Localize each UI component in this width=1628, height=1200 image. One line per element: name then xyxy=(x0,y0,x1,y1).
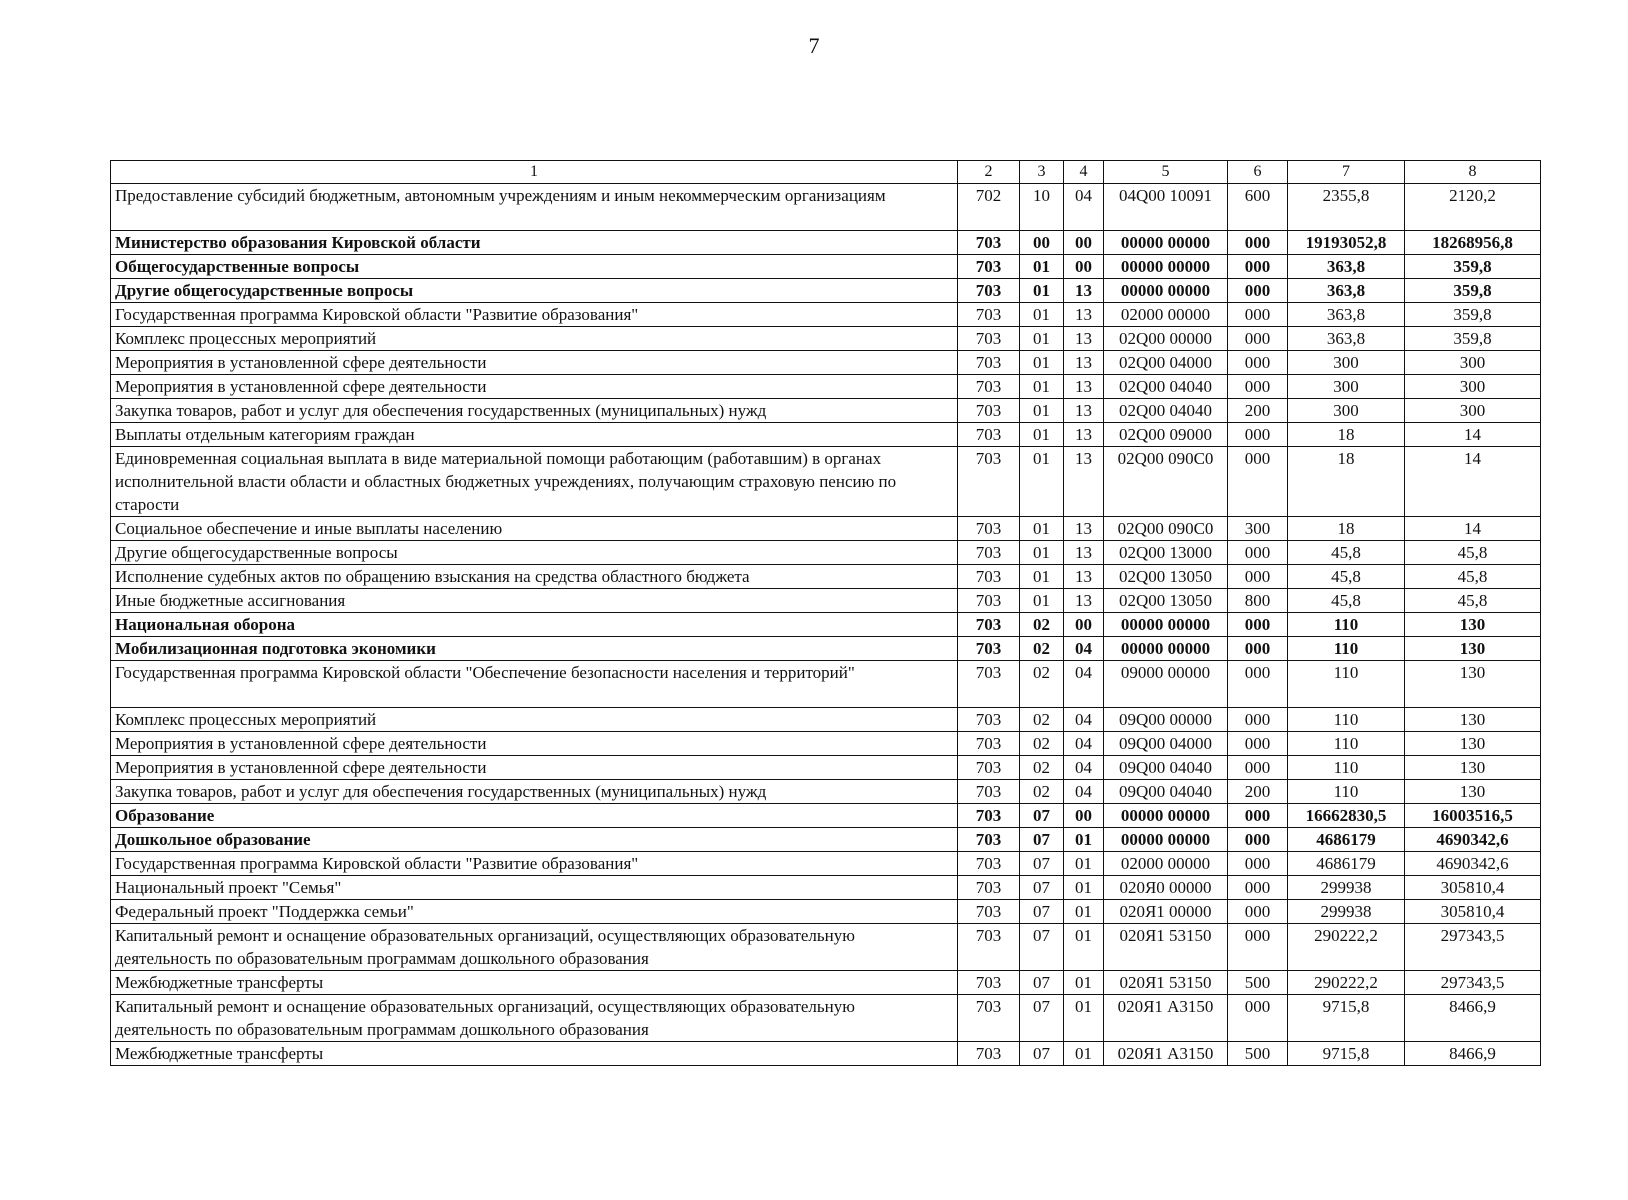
cell-expense-type: 600 xyxy=(1228,184,1288,231)
row-description: Межбюджетные трансферты xyxy=(111,971,958,995)
cell-target-article: 09Q00 04040 xyxy=(1104,780,1228,804)
row-description: Мероприятия в установленной сфере деятельности xyxy=(111,756,958,780)
cell-amount-year2: 4690342,6 xyxy=(1405,852,1541,876)
table-row xyxy=(111,399,1541,423)
cell-gr: 703 xyxy=(958,327,1020,351)
cell-amount-year1: 363,8 xyxy=(1288,327,1405,351)
cell-target-article: 00000 00000 xyxy=(1104,279,1228,303)
header-cell: 8 xyxy=(1405,161,1541,184)
table-row xyxy=(111,732,1541,756)
cell-amount-year2: 130 xyxy=(1405,613,1541,637)
table-row xyxy=(111,756,1541,780)
cell-gr: 703 xyxy=(958,565,1020,589)
cell-gr: 703 xyxy=(958,971,1020,995)
cell-gr: 703 xyxy=(958,995,1020,1042)
cell-target-article: 02000 00000 xyxy=(1104,303,1228,327)
cell-section: 02 xyxy=(1020,780,1064,804)
cell-section: 02 xyxy=(1020,637,1064,661)
row-description: Социальное обеспечение и иные выплаты населению xyxy=(111,517,958,541)
cell-expense-type: 500 xyxy=(1228,971,1288,995)
cell-amount-year1: 363,8 xyxy=(1288,279,1405,303)
header-cell: 4 xyxy=(1064,161,1104,184)
cell-subsection: 13 xyxy=(1064,327,1104,351)
row-description: Комплекс процессных мероприятий xyxy=(111,708,958,732)
cell-section: 02 xyxy=(1020,756,1064,780)
cell-gr: 703 xyxy=(958,1042,1020,1066)
cell-target-article: 00000 00000 xyxy=(1104,804,1228,828)
cell-amount-year1: 4686179 xyxy=(1288,852,1405,876)
cell-subsection: 01 xyxy=(1064,828,1104,852)
row-description: Капитальный ремонт и оснащение образовательных организаций, осуществляющих образовательную деятельность по образовательным программам дошкольного образования xyxy=(111,924,958,971)
cell-expense-type: 000 xyxy=(1228,708,1288,732)
cell-amount-year2: 130 xyxy=(1405,708,1541,732)
cell-expense-type: 300 xyxy=(1228,517,1288,541)
header-row xyxy=(111,161,1541,184)
cell-subsection: 01 xyxy=(1064,971,1104,995)
cell-gr: 703 xyxy=(958,399,1020,423)
table-row xyxy=(111,447,1541,517)
cell-gr: 703 xyxy=(958,517,1020,541)
cell-target-article: 02Q00 09000 xyxy=(1104,423,1228,447)
row-description: Мероприятия в установленной сфере деятельности xyxy=(111,732,958,756)
cell-amount-year1: 363,8 xyxy=(1288,255,1405,279)
table-row xyxy=(111,423,1541,447)
cell-amount-year2: 297343,5 xyxy=(1405,971,1541,995)
cell-amount-year2: 8466,9 xyxy=(1405,1042,1541,1066)
row-description: Закупка товаров, работ и услуг для обеспечения государственных (муниципальных) нужд xyxy=(111,399,958,423)
row-description: Капитальный ремонт и оснащение образовательных организаций, осуществляющих образовательную деятельность по образовательным программам дошкольного образования xyxy=(111,995,958,1042)
cell-amount-year1: 45,8 xyxy=(1288,541,1405,565)
table-row xyxy=(111,971,1541,995)
cell-target-article: 02Q00 13050 xyxy=(1104,589,1228,613)
cell-amount-year1: 19193052,8 xyxy=(1288,231,1405,255)
cell-gr: 703 xyxy=(958,447,1020,517)
cell-section: 01 xyxy=(1020,541,1064,565)
cell-subsection: 13 xyxy=(1064,423,1104,447)
row-description: Федеральный проект "Поддержка семьи" xyxy=(111,900,958,924)
cell-gr: 703 xyxy=(958,661,1020,708)
cell-section: 01 xyxy=(1020,447,1064,517)
row-description: Исполнение судебных актов по обращению взыскания на средства областного бюджета xyxy=(111,565,958,589)
table-row xyxy=(111,613,1541,637)
cell-gr: 703 xyxy=(958,351,1020,375)
cell-section: 01 xyxy=(1020,327,1064,351)
cell-target-article: 09000 00000 xyxy=(1104,661,1228,708)
cell-amount-year1: 110 xyxy=(1288,780,1405,804)
cell-target-article: 00000 00000 xyxy=(1104,231,1228,255)
cell-section: 02 xyxy=(1020,613,1064,637)
table-row xyxy=(111,780,1541,804)
cell-subsection: 13 xyxy=(1064,517,1104,541)
cell-subsection: 13 xyxy=(1064,375,1104,399)
cell-section: 02 xyxy=(1020,661,1064,708)
table-row xyxy=(111,589,1541,613)
cell-target-article: 04Q00 10091 xyxy=(1104,184,1228,231)
cell-expense-type: 000 xyxy=(1228,375,1288,399)
cell-target-article: 02Q00 04000 xyxy=(1104,351,1228,375)
cell-expense-type: 500 xyxy=(1228,1042,1288,1066)
cell-amount-year1: 290222,2 xyxy=(1288,971,1405,995)
cell-subsection: 04 xyxy=(1064,756,1104,780)
cell-expense-type: 000 xyxy=(1228,756,1288,780)
row-description: Образование xyxy=(111,804,958,828)
cell-section: 07 xyxy=(1020,924,1064,971)
cell-expense-type: 000 xyxy=(1228,661,1288,708)
cell-gr: 703 xyxy=(958,613,1020,637)
table-row xyxy=(111,876,1541,900)
table-row xyxy=(111,852,1541,876)
row-description: Мероприятия в установленной сфере деятельности xyxy=(111,375,958,399)
table-row xyxy=(111,900,1541,924)
cell-expense-type: 000 xyxy=(1228,447,1288,517)
cell-amount-year1: 110 xyxy=(1288,708,1405,732)
cell-section: 01 xyxy=(1020,279,1064,303)
cell-section: 01 xyxy=(1020,399,1064,423)
cell-amount-year2: 130 xyxy=(1405,732,1541,756)
cell-gr: 703 xyxy=(958,876,1020,900)
table-row xyxy=(111,255,1541,279)
table-row xyxy=(111,279,1541,303)
cell-subsection: 04 xyxy=(1064,780,1104,804)
table-row xyxy=(111,351,1541,375)
cell-expense-type: 000 xyxy=(1228,828,1288,852)
cell-amount-year2: 45,8 xyxy=(1405,541,1541,565)
cell-amount-year2: 14 xyxy=(1405,447,1541,517)
cell-section: 07 xyxy=(1020,995,1064,1042)
cell-gr: 703 xyxy=(958,780,1020,804)
cell-section: 01 xyxy=(1020,255,1064,279)
table-row xyxy=(111,375,1541,399)
cell-subsection: 13 xyxy=(1064,351,1104,375)
table-body xyxy=(111,184,1541,1066)
row-description: Выплаты отдельным категориям граждан xyxy=(111,423,958,447)
row-description: Межбюджетные трансферты xyxy=(111,1042,958,1066)
row-description: Государственная программа Кировской области "Развитие образования" xyxy=(111,303,958,327)
cell-amount-year2: 130 xyxy=(1405,780,1541,804)
cell-section: 07 xyxy=(1020,828,1064,852)
page-number: 7 xyxy=(808,33,820,58)
cell-amount-year2: 2120,2 xyxy=(1405,184,1541,231)
cell-section: 10 xyxy=(1020,184,1064,231)
cell-gr: 702 xyxy=(958,184,1020,231)
cell-target-article: 02Q00 00000 xyxy=(1104,327,1228,351)
cell-amount-year2: 45,8 xyxy=(1405,589,1541,613)
cell-amount-year1: 110 xyxy=(1288,613,1405,637)
cell-target-article: 00000 00000 xyxy=(1104,828,1228,852)
table-row xyxy=(111,708,1541,732)
cell-subsection: 00 xyxy=(1064,804,1104,828)
cell-gr: 703 xyxy=(958,924,1020,971)
cell-subsection: 04 xyxy=(1064,732,1104,756)
cell-gr: 703 xyxy=(958,900,1020,924)
cell-expense-type: 000 xyxy=(1228,995,1288,1042)
cell-subsection: 13 xyxy=(1064,399,1104,423)
cell-subsection: 13 xyxy=(1064,541,1104,565)
cell-amount-year2: 305810,4 xyxy=(1405,900,1541,924)
row-description: Другие общегосударственные вопросы xyxy=(111,541,958,565)
cell-amount-year1: 18 xyxy=(1288,517,1405,541)
cell-amount-year2: 300 xyxy=(1405,375,1541,399)
cell-target-article: 00000 00000 xyxy=(1104,255,1228,279)
cell-section: 07 xyxy=(1020,900,1064,924)
cell-section: 07 xyxy=(1020,876,1064,900)
cell-expense-type: 000 xyxy=(1228,231,1288,255)
cell-subsection: 00 xyxy=(1064,613,1104,637)
cell-expense-type: 000 xyxy=(1228,255,1288,279)
row-description: Закупка товаров, работ и услуг для обеспечения государственных (муниципальных) нужд xyxy=(111,780,958,804)
row-description: Иные бюджетные ассигнования xyxy=(111,589,958,613)
cell-subsection: 01 xyxy=(1064,900,1104,924)
table-row xyxy=(111,924,1541,971)
cell-target-article: 09Q00 00000 xyxy=(1104,708,1228,732)
cell-section: 01 xyxy=(1020,351,1064,375)
cell-amount-year1: 110 xyxy=(1288,756,1405,780)
cell-expense-type: 000 xyxy=(1228,732,1288,756)
row-description: Министерство образования Кировской области xyxy=(111,231,958,255)
cell-gr: 703 xyxy=(958,303,1020,327)
cell-subsection: 01 xyxy=(1064,876,1104,900)
cell-expense-type: 800 xyxy=(1228,589,1288,613)
table-row xyxy=(111,327,1541,351)
cell-subsection: 04 xyxy=(1064,637,1104,661)
row-description: Дошкольное образование xyxy=(111,828,958,852)
cell-expense-type: 200 xyxy=(1228,780,1288,804)
cell-amount-year2: 14 xyxy=(1405,517,1541,541)
cell-amount-year2: 300 xyxy=(1405,399,1541,423)
cell-gr: 703 xyxy=(958,231,1020,255)
cell-expense-type: 000 xyxy=(1228,637,1288,661)
cell-amount-year1: 9715,8 xyxy=(1288,995,1405,1042)
cell-expense-type: 000 xyxy=(1228,900,1288,924)
cell-subsection: 04 xyxy=(1064,184,1104,231)
cell-amount-year2: 359,8 xyxy=(1405,303,1541,327)
cell-section: 01 xyxy=(1020,565,1064,589)
cell-target-article: 020Я1 А3150 xyxy=(1104,995,1228,1042)
cell-amount-year1: 110 xyxy=(1288,732,1405,756)
table-row xyxy=(111,828,1541,852)
table-row xyxy=(111,637,1541,661)
cell-section: 02 xyxy=(1020,708,1064,732)
cell-gr: 703 xyxy=(958,708,1020,732)
cell-target-article: 02Q00 13050 xyxy=(1104,565,1228,589)
cell-amount-year2: 297343,5 xyxy=(1405,924,1541,971)
table-row xyxy=(111,541,1541,565)
cell-target-article: 020Я1 00000 xyxy=(1104,900,1228,924)
cell-expense-type: 000 xyxy=(1228,279,1288,303)
cell-section: 07 xyxy=(1020,852,1064,876)
cell-subsection: 01 xyxy=(1064,852,1104,876)
cell-amount-year1: 18 xyxy=(1288,447,1405,517)
cell-gr: 703 xyxy=(958,375,1020,399)
cell-expense-type: 000 xyxy=(1228,804,1288,828)
row-description: Государственная программа Кировской области "Обеспечение безопасности населения и территорий" xyxy=(111,661,958,708)
cell-target-article: 09Q00 04000 xyxy=(1104,732,1228,756)
cell-section: 07 xyxy=(1020,1042,1064,1066)
row-description: Комплекс процессных мероприятий xyxy=(111,327,958,351)
header-cell: 1 xyxy=(111,161,958,184)
cell-gr: 703 xyxy=(958,804,1020,828)
budget-table xyxy=(110,160,1541,1066)
header-cell: 7 xyxy=(1288,161,1405,184)
cell-expense-type: 000 xyxy=(1228,423,1288,447)
cell-amount-year2: 359,8 xyxy=(1405,279,1541,303)
cell-subsection: 13 xyxy=(1064,565,1104,589)
cell-gr: 703 xyxy=(958,828,1020,852)
cell-amount-year1: 45,8 xyxy=(1288,589,1405,613)
cell-target-article: 02Q00 04040 xyxy=(1104,399,1228,423)
cell-amount-year2: 8466,9 xyxy=(1405,995,1541,1042)
cell-amount-year1: 363,8 xyxy=(1288,303,1405,327)
cell-section: 07 xyxy=(1020,971,1064,995)
cell-target-article: 02000 00000 xyxy=(1104,852,1228,876)
cell-amount-year2: 4690342,6 xyxy=(1405,828,1541,852)
cell-amount-year1: 300 xyxy=(1288,375,1405,399)
cell-amount-year1: 300 xyxy=(1288,399,1405,423)
cell-target-article: 020Я0 00000 xyxy=(1104,876,1228,900)
cell-amount-year1: 2355,8 xyxy=(1288,184,1405,231)
cell-expense-type: 000 xyxy=(1228,852,1288,876)
cell-subsection: 13 xyxy=(1064,447,1104,517)
cell-gr: 703 xyxy=(958,637,1020,661)
cell-section: 01 xyxy=(1020,589,1064,613)
cell-amount-year2: 305810,4 xyxy=(1405,876,1541,900)
cell-target-article: 00000 00000 xyxy=(1104,613,1228,637)
cell-expense-type: 000 xyxy=(1228,541,1288,565)
cell-subsection: 04 xyxy=(1064,661,1104,708)
cell-target-article: 09Q00 04040 xyxy=(1104,756,1228,780)
cell-section: 02 xyxy=(1020,732,1064,756)
cell-amount-year2: 18268956,8 xyxy=(1405,231,1541,255)
cell-section: 01 xyxy=(1020,517,1064,541)
cell-expense-type: 000 xyxy=(1228,565,1288,589)
cell-amount-year1: 110 xyxy=(1288,661,1405,708)
cell-subsection: 01 xyxy=(1064,1042,1104,1066)
table-row xyxy=(111,184,1541,231)
cell-amount-year1: 9715,8 xyxy=(1288,1042,1405,1066)
cell-section: 07 xyxy=(1020,804,1064,828)
header-cell: 2 xyxy=(958,161,1020,184)
table-row xyxy=(111,804,1541,828)
row-description: Единовременная социальная выплата в виде материальной помощи работающим (работавшим) в органах исполнительной власти области и областных бюджетных учреждениях, получающим страховую пенсию по старости xyxy=(111,447,958,517)
cell-expense-type: 000 xyxy=(1228,351,1288,375)
cell-amount-year2: 130 xyxy=(1405,756,1541,780)
row-description: Национальная оборона xyxy=(111,613,958,637)
cell-subsection: 13 xyxy=(1064,303,1104,327)
cell-amount-year1: 16662830,5 xyxy=(1288,804,1405,828)
cell-gr: 703 xyxy=(958,756,1020,780)
cell-amount-year2: 359,8 xyxy=(1405,327,1541,351)
cell-gr: 703 xyxy=(958,255,1020,279)
cell-amount-year2: 16003516,5 xyxy=(1405,804,1541,828)
header-cell: 6 xyxy=(1228,161,1288,184)
cell-subsection: 01 xyxy=(1064,995,1104,1042)
cell-amount-year2: 14 xyxy=(1405,423,1541,447)
cell-target-article: 00000 00000 xyxy=(1104,637,1228,661)
table-row xyxy=(111,1042,1541,1066)
cell-gr: 703 xyxy=(958,541,1020,565)
row-description: Национальный проект "Семья" xyxy=(111,876,958,900)
cell-gr: 703 xyxy=(958,279,1020,303)
cell-amount-year1: 45,8 xyxy=(1288,565,1405,589)
cell-target-article: 020Я1 А3150 xyxy=(1104,1042,1228,1066)
cell-gr: 703 xyxy=(958,732,1020,756)
row-description: Мобилизационная подготовка экономики xyxy=(111,637,958,661)
cell-subsection: 13 xyxy=(1064,279,1104,303)
cell-expense-type: 000 xyxy=(1228,924,1288,971)
table-row xyxy=(111,303,1541,327)
cell-target-article: 020Я1 53150 xyxy=(1104,924,1228,971)
cell-expense-type: 000 xyxy=(1228,876,1288,900)
table-row xyxy=(111,565,1541,589)
cell-expense-type: 000 xyxy=(1228,303,1288,327)
cell-amount-year2: 130 xyxy=(1405,637,1541,661)
row-description: Другие общегосударственные вопросы xyxy=(111,279,958,303)
cell-amount-year1: 299938 xyxy=(1288,900,1405,924)
cell-subsection: 00 xyxy=(1064,231,1104,255)
cell-amount-year2: 130 xyxy=(1405,661,1541,708)
cell-expense-type: 200 xyxy=(1228,399,1288,423)
row-description: Общегосударственные вопросы xyxy=(111,255,958,279)
cell-subsection: 01 xyxy=(1064,924,1104,971)
cell-section: 00 xyxy=(1020,231,1064,255)
row-description: Мероприятия в установленной сфере деятельности xyxy=(111,351,958,375)
cell-amount-year1: 18 xyxy=(1288,423,1405,447)
cell-target-article: 02Q00 13000 xyxy=(1104,541,1228,565)
cell-section: 01 xyxy=(1020,303,1064,327)
row-description: Предоставление субсидий бюджетным, автономным учреждениям и иным некоммерческим организациям xyxy=(111,184,958,231)
cell-section: 01 xyxy=(1020,375,1064,399)
cell-subsection: 04 xyxy=(1064,708,1104,732)
cell-target-article: 02Q00 090C0 xyxy=(1104,447,1228,517)
table-row xyxy=(111,995,1541,1042)
cell-gr: 703 xyxy=(958,852,1020,876)
header-cell: 5 xyxy=(1104,161,1228,184)
cell-section: 01 xyxy=(1020,423,1064,447)
cell-gr: 703 xyxy=(958,423,1020,447)
cell-gr: 703 xyxy=(958,589,1020,613)
cell-amount-year1: 300 xyxy=(1288,351,1405,375)
cell-amount-year1: 290222,2 xyxy=(1288,924,1405,971)
row-description: Государственная программа Кировской области "Развитие образования" xyxy=(111,852,958,876)
cell-amount-year2: 45,8 xyxy=(1405,565,1541,589)
cell-subsection: 00 xyxy=(1064,255,1104,279)
cell-amount-year1: 4686179 xyxy=(1288,828,1405,852)
cell-amount-year1: 299938 xyxy=(1288,876,1405,900)
cell-target-article: 02Q00 090C0 xyxy=(1104,517,1228,541)
table-row xyxy=(111,517,1541,541)
cell-expense-type: 000 xyxy=(1228,327,1288,351)
cell-expense-type: 000 xyxy=(1228,613,1288,637)
cell-target-article: 020Я1 53150 xyxy=(1104,971,1228,995)
cell-amount-year1: 110 xyxy=(1288,637,1405,661)
table-row xyxy=(111,231,1541,255)
header-cell: 3 xyxy=(1020,161,1064,184)
cell-amount-year2: 300 xyxy=(1405,351,1541,375)
cell-amount-year2: 359,8 xyxy=(1405,255,1541,279)
cell-target-article: 02Q00 04040 xyxy=(1104,375,1228,399)
cell-subsection: 13 xyxy=(1064,589,1104,613)
table-row xyxy=(111,661,1541,708)
